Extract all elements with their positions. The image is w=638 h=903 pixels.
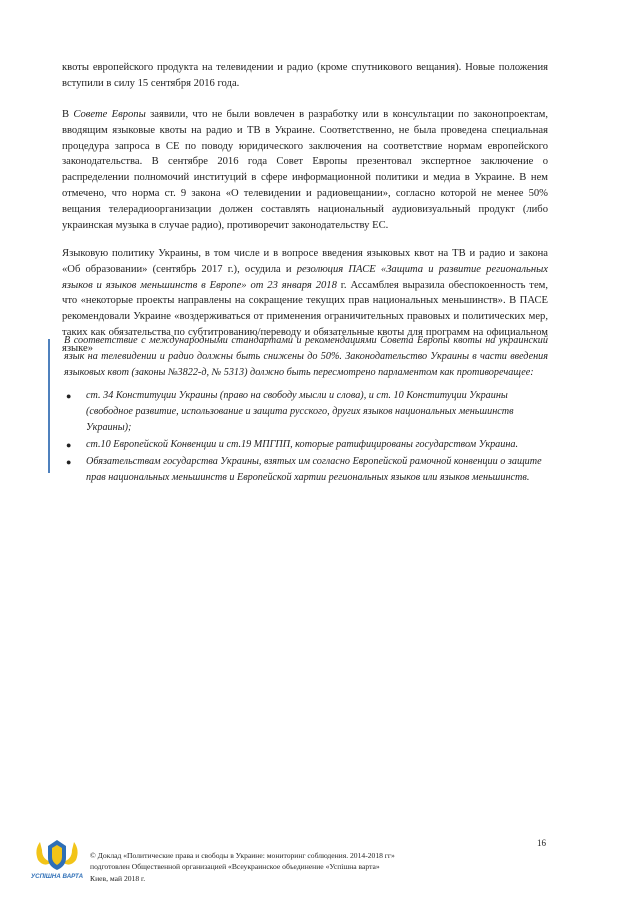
paragraph-council-of-europe — [62, 107, 548, 233]
list-item — [64, 437, 548, 453]
paragraph-body: заявили, что не были вовлечен в разработку или в консультации по законопроектам, вводящим языковые квоты на радио и ТВ в Украине. Соответственно, не была проведена специальная процедура запроса в СЕ по поводу юридического заключения на соответствие нормам европейского законодательства. В сентябре 2016 года Совет Европы презентовал экспертное заключение о распределении полномочий институций в сфере информационной политики и медиа в Украине. В нем отмечено, что норма ст. 9 закона «О телевидении и радиовещании», согласно которой не менее 50% вещания телерадиоорганизации должен составлять национальный аудиовизуальный продукт (либо украинская музыка в случае радио), противоречит законодательству ЕС. — [62, 109, 548, 231]
paragraph-emphasis: резолюция ПАСЕ «Защита и развитие региональных языков и языков меньшинств в Европе» от 23 января 2018 — [62, 263, 549, 291]
bullet-icon: ● — [66, 391, 72, 401]
footer-line: подготовлен Общественной организацией «Всеукраинское объединение «Успішна варта» — [90, 862, 380, 872]
paragraph-emphasis: Совете Европы — [73, 109, 146, 120]
callout-accent-bar — [48, 339, 50, 473]
footer-line: Киев, май 2018 г. — [90, 873, 146, 883]
page-number: 16 — [537, 838, 546, 848]
callout-list — [64, 388, 548, 487]
list-item — [64, 388, 548, 436]
bullet-icon: ● — [66, 440, 72, 450]
recommendation-callout — [48, 333, 548, 483]
list-item-text: ст.10 Европейской Конвенции и ст.19 МПГПП, которые ратифицированы государством Украина. — [86, 439, 519, 450]
list-item — [64, 454, 548, 486]
organization-logo — [30, 838, 84, 880]
paragraph-quotas-intro: квоты европейского продукта на телевидении и радио (кроме спутникового вещания). Новые положения вступили в силу 15 сентября 2016 года. — [62, 62, 548, 89]
footer-line: © Доклад «Политические права и свободы в Украине: мониторинг соблюдения. 2014-2018 гг» — [90, 851, 395, 860]
list-item-text: Обязательствам государства Украины, взятых им согласно Европейской рамочной конвенции о защите прав национальных меньшинств и Европейской хартии региональных языков или языков меньшинств. — [86, 456, 542, 483]
paragraph-lead: В — [62, 109, 74, 120]
paragraph-lead: Языковую политику Украины, в том числе и в вопросе введения языковых квот на ТВ и радио и закона «Об образовании» (сентябрь 2017 г.), осудила и — [62, 248, 548, 275]
svg-text:УСПІШНА ВАРТА: УСПІШНА ВАРТА — [30, 873, 84, 880]
list-item-text: ст. 34 Конституции Украины (право на свободу мысли и слова), и ст. 10 Конституции Украины (свободное развитие, использование и защита русского, других языков национальных меньшинств Украины); — [86, 390, 514, 433]
footer-credits — [90, 850, 490, 884]
callout-text: В соответствие с международными стандартами и рекомендациями Совета Европы квоты на украинский язык на телевидении и радио должны быть снижены до 50%. Законодательство Украины в части введения языковых квот (законы №3822-д, № 5313) должно быть пересмотрено парламентом как противоречащее: — [64, 335, 548, 378]
bullet-icon: ● — [66, 457, 72, 467]
paragraph-body: г. Ассамблея выразила обеспокоенность тем, что «некоторые проекты направлены на сокращение текущих прав национальных меньшинств». В ПАСЕ рекомендовали Украине «воздерживаться от применения ограничительных правовых и политических мер, таких как обязательства по субтитрованию/переводу и обязательные квоты для программ на официальном языке» — [62, 279, 548, 354]
